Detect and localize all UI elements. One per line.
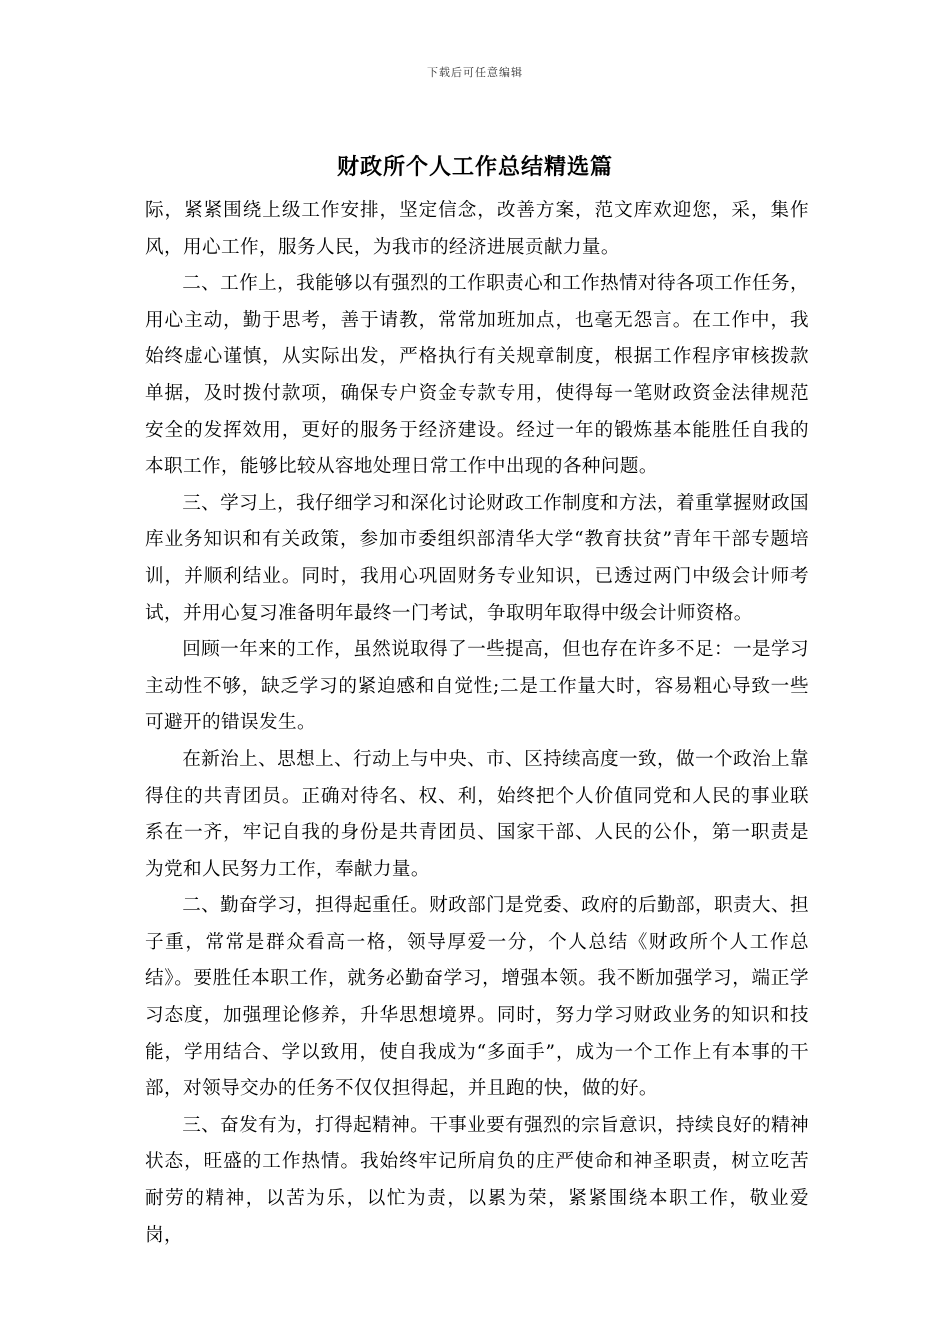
paragraph-politics: 在新治上、思想上、行动上与中央、市、区持续高度一致，做一个政治上靠得住的共青团员。正确对待名、权、利，始终把个人价值同党和人民的事业联系在一齐，牢记自我的身份是共青团员、国家干部、人民的公仆，第一职责是为党和人民努力工作，奉献力量。: [145, 748, 809, 880]
document-body: [145, 193, 809, 1254]
paragraph-study: 三、学习上，我仔细学习和深化讨论财政工作制度和方法，着重掌握财政国库业务知识和有关政策，参加市委组织部清华大学“教育扶贫”青年干部专题培训，并顺利结业。同时，我用心巩固财务专业知识，已透过两门中级会计师考试，并用心复习准备明年最终一门考试，争取明年取得中级会计师资格。: [145, 492, 809, 624]
paragraph-review: 回顾一年来的工作，虽然说取得了一些提高，但也存在许多不足：一是学习主动性不够，缺乏学习的紧迫感和自觉性;二是工作量大时，容易粗心导致一些可避开的错误发生。: [145, 639, 809, 734]
paragraph-diligent-study: 二、勤奋学习，担得起重任。财政部门是党委、政府的后勤部，职责大、担子重，常常是群众看高一格，领导厚爱一分，个人总结《财政所个人工作总结》。要胜任本职工作，就务必勤奋学习，增强本领。我不断加强学习，端正学习态度，加强理论修养，升华思想境界。同时，努力学习财政业务的知识和技能，学用结合、学以致用，使自我成为“多面手”，成为一个工作上有本事的干部，对领导交办的任务不仅仅担得起，并且跑的快，做的好。: [145, 895, 809, 1100]
paragraph-work: 二、工作上，我能够以有强烈的工作职责心和工作热情对待各项工作任务，用心主动，勤于思考，善于请教，常常加班加点，也毫无怨言。在工作中，我始终虚心谨慎，从实际出发，严格执行有关规章制度，根据工作程序审核拨款单据，及时拨付款项，确保专户资金专款专用，使得每一笔财政资金法律规范安全的发挥效用，更好的服务于经济建设。经过一年的锻炼基本能胜任自我的本职工作，能够比较从容地处理日常工作中出现的各种问题。: [145, 273, 809, 478]
paragraph-spirit: 三、奋发有为，打得起精神。干事业要有强烈的宗旨意识，持续良好的精神状态，旺盛的工作热情。我始终牢记所肩负的庄严使命和神圣职责，树立吃苦耐劳的精神，以苦为乐，以忙为责，以累为荣，紧紧围绕本职工作，敬业爱岗，: [145, 1114, 809, 1246]
header-note: 下载后可任意编辑: [427, 66, 523, 79]
document-title: 财政所个人工作总结精选篇: [336, 154, 613, 180]
paragraph-continuation: 际，紧紧围绕上级工作安排，坚定信念，改善方案，范文库欢迎您，采，集作风，用心工作，服务人民，为我市的经济进展贡献力量。: [145, 200, 809, 258]
